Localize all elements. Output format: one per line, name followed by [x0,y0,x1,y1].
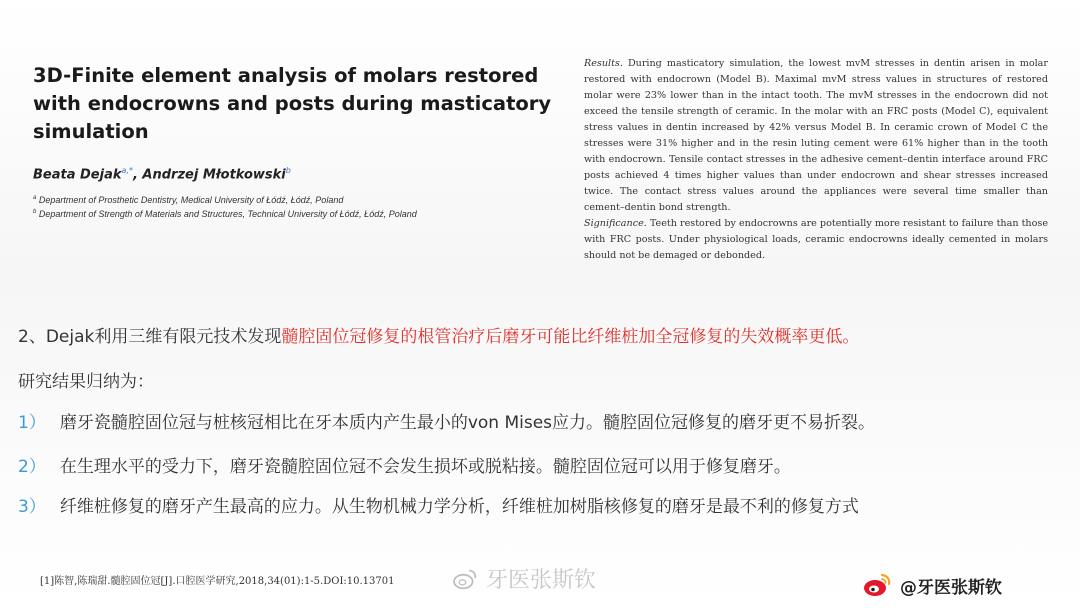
list-number: 1） [18,413,46,433]
list-item [18,492,859,517]
significance-paragraph [584,216,1048,264]
author-name: Andrzej Młotkowski [142,167,286,183]
results-paragraph [584,56,1048,216]
summary-intro: 研究结果归纳为： [18,372,154,392]
list-text: 磨牙瓷髓腔固位冠与桩核冠相比在牙本质内产生最小的von Mises应力。髓腔固位冠修复的磨牙更不易折裂。 [59,413,876,433]
author-line [33,166,291,182]
author-separator: , [132,167,143,183]
affiliation-b [33,209,417,219]
center-watermark [452,563,596,594]
results-lead: Results. [584,58,623,69]
main-finding [18,322,859,347]
list-text: 纤维桩修复的磨牙产生最高的应力。从生物机械力学分析，纤维桩加树脂核修复的磨牙是最不利的修复方式 [59,497,859,517]
author-superscript: b [285,166,291,175]
affiliation-text: Department of Strength of Materials and Structures, Technical University of Łódź, Łódź, Poland [38,209,417,219]
list-item [18,452,791,477]
affiliation-text: Department of Prosthetic Dentistry, Medical University of Łódź, Łódź, Poland [38,195,344,205]
main-finding-highlight: 髓腔固位冠修复的根管治疗后磨牙可能比纤维桩加全冠修复的失效概率更低。 [281,327,860,347]
weibo-icon [452,568,478,590]
paper-title: 3D-Finite element analysis of molars restored with endocrowns and posts during masticatory simulation [33,64,552,143]
results-text: During masticatory simulation, the lowest mvM stresses in dentin arisen in molar restored with endocrown (Model B). Maximal mvM stress values in structures of restored molar were 23% lower than in the intact tooth. The mvM stresses in the endocrown did not exceed the tensile strength of ceramic. In the molar with an FRC posts (Model C), equivalent stress values in dentin increased by 42% versus Model B. In ceramic crown of Model C the stresses were 31% higher and in the resin luting cement were 61% higher than in the tooth with endocrown. Tensile contact stresses in the adhesive cement–dentin interface around FRC posts achieved 4 times higher values than under endocrown and shear stresses increased twice. The contact stress values around the appliances were several time smaller than cement–dentin bond strength. [584,58,1048,213]
author-superscript: a,* [121,166,133,175]
affiliation-marker: a [33,195,37,201]
weibo-icon [862,572,892,598]
author-watermark [862,572,1002,598]
list-item [18,408,875,433]
list-number: 2） [18,457,46,477]
center-watermark-text: 牙医张斯钦 [486,568,597,593]
author-name: Beata Dejak [33,167,122,183]
affiliation-marker: b [33,209,37,215]
abstract-excerpt [584,56,1048,264]
author-watermark-text: @牙医张斯钦 [900,577,1002,598]
main-finding-prefix: 2、Dejak利用三维有限元技术发现 [18,327,282,347]
list-text: 在生理水平的受力下，磨牙瓷髓腔固位冠不会发生损坏或脱粘接。髓腔固位冠可以用于修复磨牙。 [59,457,791,477]
affiliation-a [33,195,343,205]
list-number: 3） [18,497,46,517]
significance-text: Teeth restored by endocrowns are potentially more resistant to failure than those with FRC posts. Under physiological loads, ceramic endocrowns ideally cemented in molars should not be demaged or debonded. [584,218,1048,261]
significance-lead: Significance. [584,218,647,229]
citation: [1]陈智,陈瑞甜.髓腔固位冠[J].口腔医学研究,2018,34(01):1-5.DOI:10.13701 [40,576,395,587]
